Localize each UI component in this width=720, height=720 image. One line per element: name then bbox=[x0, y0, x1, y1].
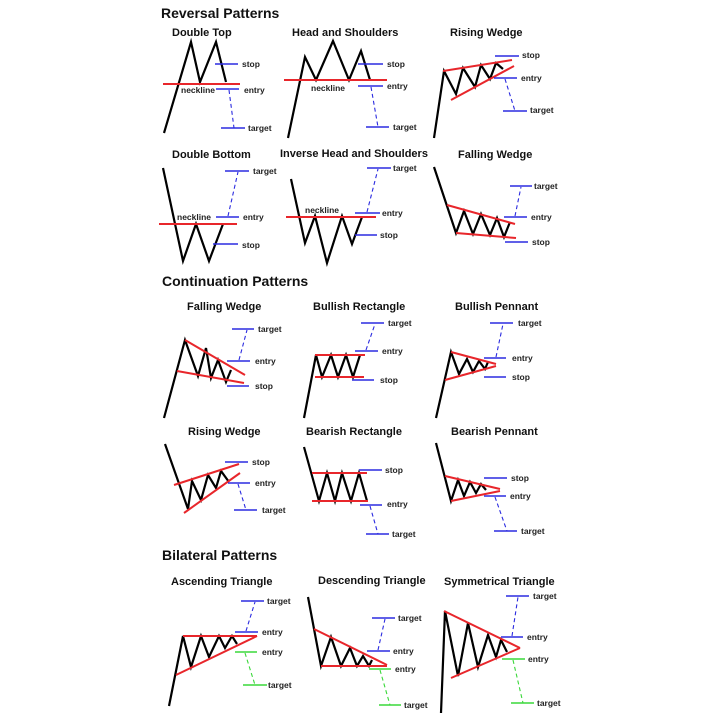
chart-bearish-rectangle bbox=[304, 447, 416, 539]
title-bearish-pennant: Bearish Pennant bbox=[451, 426, 538, 438]
svg-text:target: target bbox=[534, 181, 558, 191]
svg-text:target: target bbox=[262, 505, 286, 515]
svg-text:entry: entry bbox=[262, 647, 283, 657]
section-title-reversal: Reversal Patterns bbox=[161, 5, 280, 21]
chart-descending-triangle bbox=[308, 597, 428, 710]
svg-text:target: target bbox=[533, 591, 557, 601]
svg-text:entry: entry bbox=[521, 73, 542, 83]
svg-text:entry: entry bbox=[243, 212, 264, 222]
chart-double-top bbox=[163, 42, 272, 133]
svg-text:entry: entry bbox=[395, 664, 416, 674]
svg-text:target: target bbox=[518, 318, 542, 328]
title-descending-triangle: Descending Triangle bbox=[318, 575, 426, 587]
svg-text:stop: stop bbox=[532, 237, 550, 247]
svg-text:target: target bbox=[253, 166, 277, 176]
chart-falling-wedge-reversal bbox=[434, 167, 558, 247]
svg-text:target: target bbox=[537, 698, 561, 708]
title-double-bottom: Double Bottom bbox=[172, 149, 251, 161]
section-title-continuation: Continuation Patterns bbox=[162, 273, 309, 289]
svg-text:entry: entry bbox=[382, 208, 403, 218]
svg-text:neckline: neckline bbox=[305, 205, 340, 215]
svg-text:target: target bbox=[530, 105, 554, 115]
title-falling-wedge-continuation: Falling Wedge bbox=[187, 301, 262, 313]
chart-bullish-rectangle bbox=[304, 318, 412, 418]
chart-double-bottom bbox=[159, 166, 277, 261]
svg-text:entry: entry bbox=[244, 85, 265, 95]
svg-text:target: target bbox=[393, 163, 417, 173]
title-double-top: Double Top bbox=[172, 27, 232, 39]
chart-rising-wedge-reversal bbox=[434, 50, 554, 138]
svg-text:target: target bbox=[404, 700, 428, 710]
svg-text:neckline: neckline bbox=[181, 85, 216, 95]
svg-text:stop: stop bbox=[385, 465, 403, 475]
svg-text:stop: stop bbox=[380, 375, 398, 385]
chart-symmetrical-triangle bbox=[441, 591, 561, 713]
svg-text:target: target bbox=[268, 680, 292, 690]
chart-falling-wedge-continuation bbox=[164, 324, 282, 418]
section-title-bilateral: Bilateral Patterns bbox=[162, 547, 278, 563]
title-ascending-triangle: Ascending Triangle bbox=[171, 576, 273, 588]
svg-text:stop: stop bbox=[380, 230, 398, 240]
svg-text:stop: stop bbox=[255, 381, 273, 391]
svg-text:stop: stop bbox=[511, 473, 529, 483]
svg-text:stop: stop bbox=[242, 59, 260, 69]
svg-text:neckline: neckline bbox=[177, 212, 212, 222]
svg-text:target: target bbox=[398, 613, 422, 623]
svg-text:entry: entry bbox=[262, 627, 283, 637]
svg-text:target: target bbox=[258, 324, 282, 334]
svg-text:target: target bbox=[393, 122, 417, 132]
svg-text:stop: stop bbox=[387, 59, 405, 69]
svg-text:entry: entry bbox=[382, 346, 403, 356]
svg-text:stop: stop bbox=[522, 50, 540, 60]
svg-text:stop: stop bbox=[512, 372, 530, 382]
chart-rising-wedge-continuation bbox=[165, 444, 286, 515]
svg-text:stop: stop bbox=[252, 457, 270, 467]
title-symmetrical-triangle: Symmetrical Triangle bbox=[444, 576, 555, 588]
svg-text:entry: entry bbox=[527, 632, 548, 642]
svg-text:target: target bbox=[388, 318, 412, 328]
chart-bullish-pennant bbox=[436, 318, 542, 418]
chart-head-and-shoulders bbox=[284, 41, 417, 138]
svg-text:entry: entry bbox=[255, 356, 276, 366]
title-bullish-rectangle: Bullish Rectangle bbox=[313, 301, 406, 313]
svg-text:target: target bbox=[521, 526, 545, 536]
title-falling-wedge-reversal: Falling Wedge bbox=[458, 149, 533, 161]
svg-text:entry: entry bbox=[531, 212, 552, 222]
title-rising-wedge-continuation: Rising Wedge bbox=[188, 426, 261, 438]
svg-text:target: target bbox=[248, 123, 272, 133]
svg-text:neckline: neckline bbox=[311, 83, 346, 93]
svg-text:target: target bbox=[267, 596, 291, 606]
chart-bearish-pennant bbox=[436, 443, 545, 536]
svg-text:target: target bbox=[392, 529, 416, 539]
svg-text:entry: entry bbox=[255, 478, 276, 488]
svg-text:stop: stop bbox=[242, 240, 260, 250]
title-bearish-rectangle: Bearish Rectangle bbox=[306, 426, 402, 438]
chart-inverse-head-and-shoulders bbox=[286, 163, 417, 263]
chart-ascending-triangle bbox=[169, 596, 292, 706]
svg-text:entry: entry bbox=[387, 499, 408, 509]
title-rising-wedge-reversal: Rising Wedge bbox=[450, 27, 523, 39]
svg-text:entry: entry bbox=[510, 491, 531, 501]
svg-text:entry: entry bbox=[393, 646, 414, 656]
svg-text:entry: entry bbox=[528, 654, 549, 664]
title-bullish-pennant: Bullish Pennant bbox=[455, 301, 539, 313]
svg-text:entry: entry bbox=[387, 81, 408, 91]
svg-text:entry: entry bbox=[512, 353, 533, 363]
title-head-and-shoulders: Head and Shoulders bbox=[292, 27, 399, 39]
title-inverse-head-and-shoulders: Inverse Head and Shoulders bbox=[280, 148, 428, 160]
